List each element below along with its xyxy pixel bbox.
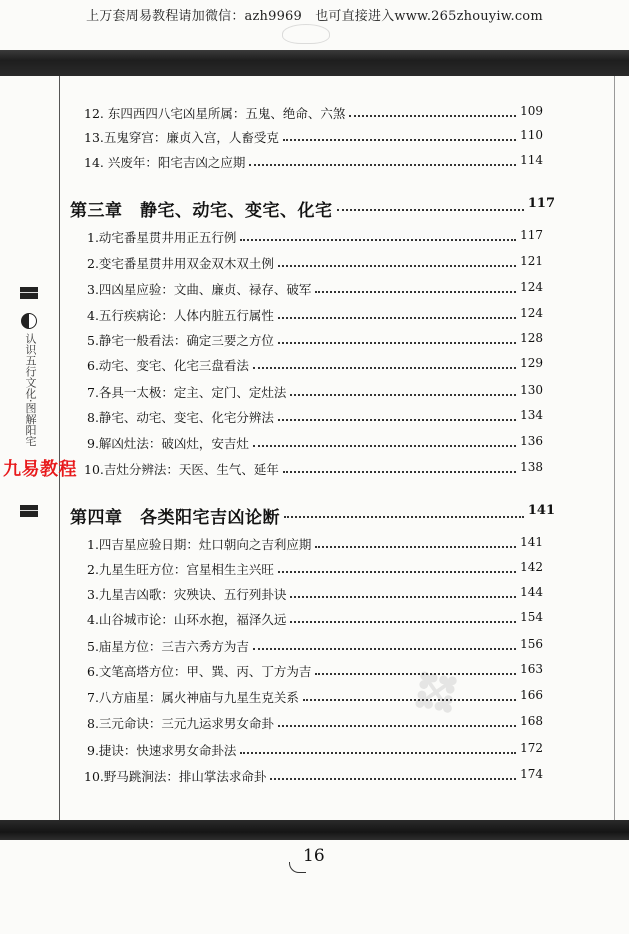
toc-entry-page: 134 [520,408,543,422]
toc-entry-title: 12. 东四西四八宅凶星所属：五鬼、绝命、六煞 [84,106,346,121]
toc-entry [0,662,629,682]
toc-entry-page: 166 [520,688,543,702]
toc-entry-page: 144 [520,585,543,599]
toc-entry [0,128,629,148]
toc-entry-title: 1.动宅番星贯井用正五行例 [87,230,237,245]
toc-entry [0,383,629,403]
toc-entry-page: 129 [520,356,543,370]
toc-entry-page: 128 [520,331,543,345]
toc-dot-leader [278,419,516,421]
toc-entry [0,460,629,480]
toc-entry-title: 8.静宅、动宅、变宅、化宅分辨法 [87,410,274,425]
toc-entry-title: 9.捷诀：快速求男女命卦法 [87,743,237,758]
toc-entry-page: 109 [520,104,543,118]
toc-dot-leader [284,516,524,518]
toc-entry-title: 第四章 各类阳宅吉凶论断 [70,508,280,528]
toc-entry-page: 141 [520,535,543,549]
toc-entry-page: 156 [520,637,543,651]
toc-entry-title: 4.五行疾病论：人体内脏五行属性 [87,308,274,323]
toc-entry-page: 124 [520,306,543,320]
toc-dot-leader [240,239,516,241]
toc-dot-leader [240,752,516,754]
toc-dot-leader [290,596,516,598]
toc-entry [0,306,629,326]
toc-entry-title: 6.文笔高塔方位：甲、巽、丙、丁方为吉 [87,664,312,679]
toc-entry-title: 14. 兴废年：阳宅吉凶之应期 [84,155,246,170]
toc-entry-title: 3.九星吉凶歌：灾殃诀、五行列卦诀 [87,587,287,602]
toc-entry-title: 10.野马跳涧法：排山掌法求命卦 [84,769,267,784]
toc-entry-page: 172 [520,741,543,755]
toc-entry [0,560,629,580]
toc-entry-page: 136 [520,434,543,448]
toc-entry-page: 163 [520,662,543,676]
toc-chapter-entry [0,196,629,221]
toc-entry-title: 2.变宅番星贯井用双金双木双土例 [87,256,274,271]
toc-entry-title: 7.八方庙星：属火神庙与九星生克关系 [87,690,299,705]
toc-entry-page: 110 [520,128,543,142]
toc-entry [0,280,629,300]
toc-entry [0,741,629,761]
toc-entry-page: 174 [520,767,543,781]
toc-entry [0,688,629,708]
toc-dot-leader [253,445,516,447]
toc-entry [0,610,629,630]
toc-entry-page: 142 [520,560,543,574]
toc-dot-leader [315,546,516,548]
toc-entry-title: 4.山谷城市论：山环水抱，福泽久远 [87,612,287,627]
toc-entry [0,535,629,555]
toc-entry-title: 9.解凶灶法：破凶灶，安吉灶 [87,436,249,451]
toc-entry [0,228,629,248]
page-number: 16 [303,846,325,866]
toc-entry-page: 130 [520,383,543,397]
toc-entry-page: 117 [527,196,555,211]
toc-entry [0,767,629,787]
top-black-band [0,50,629,76]
toc-entry [0,434,629,454]
toc-entry-title: 8.三元命诀：三元九运求男女命卦 [87,716,274,731]
toc-entry-title: 1.四吉星应验日期：灶口朝向之吉利应期 [87,537,312,552]
toc-entry-title: 2.九星生旺方位：宫星相生主兴旺 [87,562,274,577]
toc-dot-leader [278,571,516,573]
toc-entry-title: 7.各具一太极：定主、定门、定灶法 [87,385,287,400]
toc-dot-leader [253,648,516,650]
toc-entry-title: 5.庙星方位：三吉六秀方为吉 [87,639,249,654]
toc-entry [0,104,629,124]
toc-entry-page: 168 [520,714,543,728]
toc-dot-leader [278,342,516,344]
toc-dot-leader [303,699,516,701]
toc-dot-leader [290,394,516,396]
toc-entry-page: 138 [520,460,543,474]
toc-entry [0,408,629,428]
toc-entry-page: 141 [527,503,555,518]
toc-entry-title: 10.吉灶分辨法：天医、生气、延年 [84,462,279,477]
toc-dot-leader [283,139,516,141]
background-watermark-graphic: ✥ [394,648,481,740]
toc-dot-leader [349,115,516,117]
toc-entry-title: 第三章 静宅、动宅、变宅、化宅 [70,201,333,221]
toc-entry-page: 117 [520,228,543,242]
toc-entry [0,714,629,734]
toc-dot-leader [278,317,516,319]
toc-entry-title: 13.五鬼穿宫：廉贞入宫，人畜受克 [84,130,279,145]
seal-stamp [282,24,330,44]
toc-dot-leader [283,471,516,473]
toc-dot-leader [278,725,516,727]
toc-entry-page: 121 [520,254,543,268]
toc-entry-title: 6.动宅、变宅、化宅三盘看法 [87,358,249,373]
toc-dot-leader [337,209,524,211]
toc-entry [0,356,629,376]
toc-entry [0,637,629,657]
top-watermark-note: 上万套周易教程请加微信：azh9969 也可直接进入www.265zhouyiw.com [86,9,543,24]
toc-entry-page: 114 [520,153,543,167]
toc-dot-leader [270,778,516,780]
toc-entry-page: 154 [520,610,543,624]
toc-dot-leader [249,164,516,166]
toc-dot-leader [315,673,516,675]
side-brand-label: 九易教程 [3,459,77,480]
side-book-title: 认识五行文化·图解阳宅 [24,333,37,447]
toc-entry-title: 5.静宅一般看法：确定三要之方位 [87,333,274,348]
toc-entry-page: 124 [520,280,543,294]
toc-entry [0,153,629,173]
toc-entry [0,254,629,274]
toc-entry [0,331,629,351]
toc-dot-leader [253,367,516,369]
toc-chapter-entry [0,503,629,528]
bottom-black-band [0,820,629,840]
toc-dot-leader [278,265,516,267]
toc-dot-leader [290,621,516,623]
toc-entry [0,585,629,605]
toc-dot-leader [315,291,516,293]
toc-entry-title: 3.四凶星应验：文曲、廉贞、禄存、破军 [87,282,312,297]
